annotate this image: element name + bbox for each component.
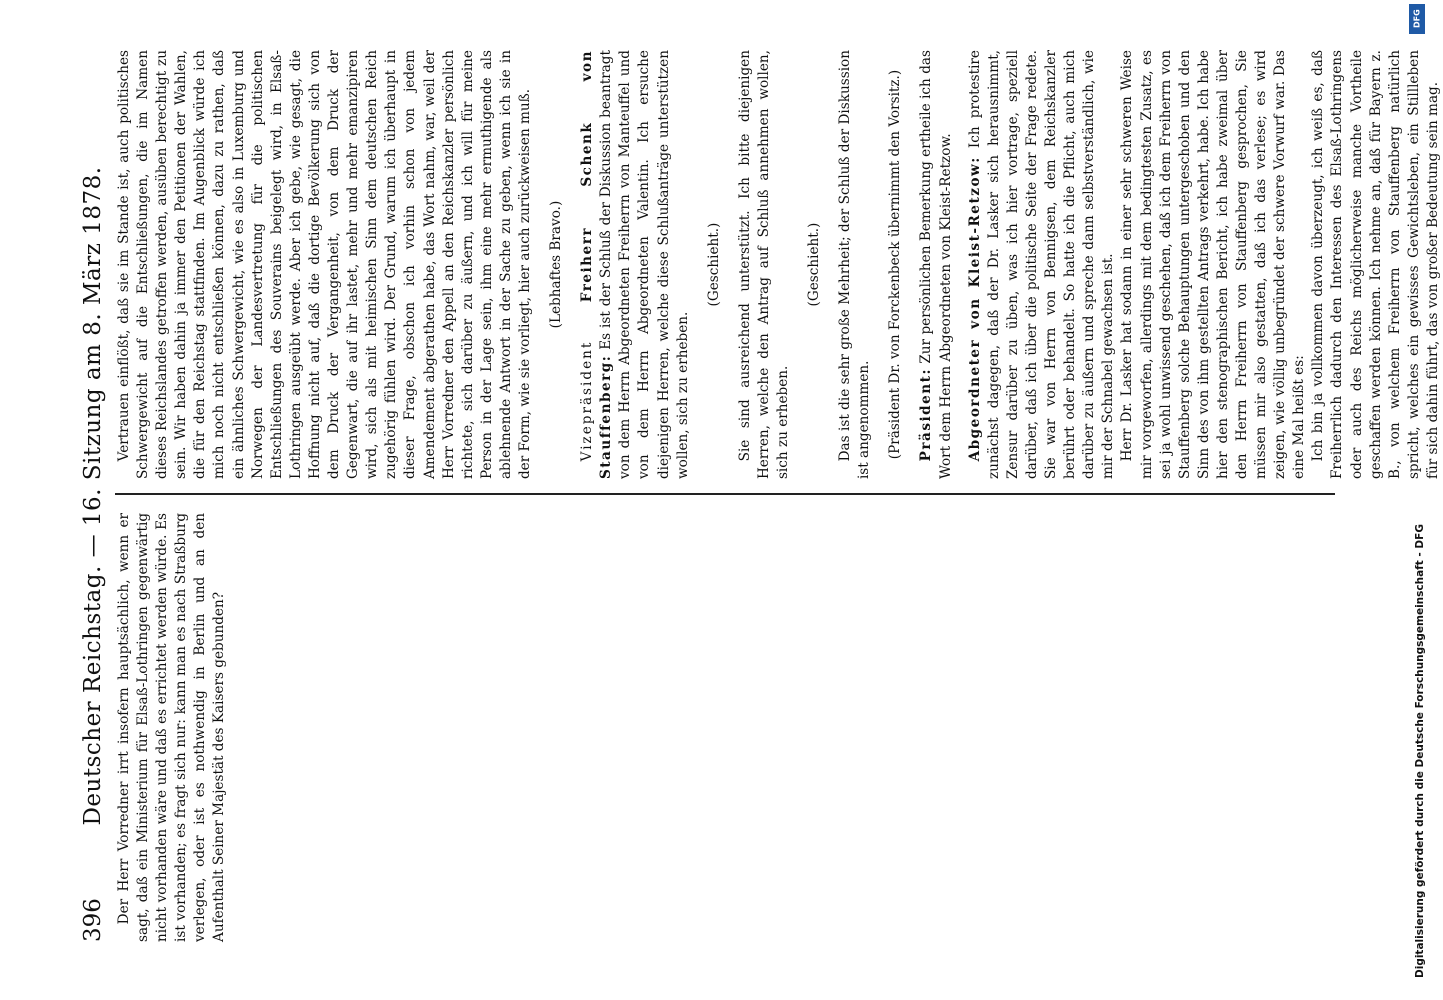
quotation: Ich bin ja vollkommen davon überzeugt, ich weiß es, daß Freiherrlich dadurch den Interessen des Elsaß-Lothringens oder auch des Reichs möglicherweise manche Vortheile geschaffen werden können. Ich nehme an, daß für Bayern z. B., von welchem Freiherrn von Stauffenberg natürlich spricht, welches ein gewisses Gewichtsleben, ein Stillleben für sich dahin führt, das von großer Bedeutung sein mag. [1310,50,1441,480]
page-number: 396 [80,898,106,942]
digitization-footer [1406,0,1426,1000]
stage-direction: (Geschieht.) [806,222,823,307]
stage-direction: (Geschieht.) [705,222,722,307]
paragraph: Das ist die sehr große Mehrheit; der Schluß der Diskussion ist angenommen. [837,50,873,480]
paragraph [966,50,1119,479]
running-title: Deutscher Reichstag. — 16. Sitzung am 8. März 1878. [80,166,106,826]
chair-change-note: (Präsident Dr. von Forckenbeck übernimmt den Vorsitz.) [887,69,904,460]
applause-note: (Lebhaftes Bravo.) [548,200,565,329]
page-header [79,50,115,942]
speaker-label: Vizepräsident [579,340,596,462]
paragraph-text: Es ist der Schluß der Diskussion beantragt von dem Herrn Abgeordneten Freiherrn von Manteuffel und von dem Herrn Abgeordneten Valentin. Ich ersuche diejenigen Herren, welche diese Schlußanträge unterstützen wollen, sich zu erheben. [598,50,691,480]
right-column [115,50,1441,485]
speaker-name: Freiherr Schenk von Stauffenberg: [579,50,615,480]
left-column [115,503,1335,942]
paragraph [578,50,693,479]
paragraph: Herr Dr. Lasker hat sodann in einer sehr schweren Weise mir vorgeworfen, allerdings mit dem bedingtesten Zusatz, es sei ja wohl unwissend geschehen, daß ich dem Freiherrn von Stauffenberg solche Behauptungen untergeschoben und den Sinn des von ihm gestellten Antrags verkehrt, habe. Ich habe hier den stenographischen Bericht, ich habe zweimal über den Herrn Freiherrn von Stauffenberg gesprochen, Sie müssen mir also gestatten, daß ich das verlese; es wird zeigen, wie völlig unbegründet der schwere Vorwurf war. Das eine Mal heißt es: [1119,50,1308,480]
paragraph: Der Herr Vorredner irrt insofern hauptsächlich, wenn er sagt, daß ein Ministerium für Elsaß-Lothringen gegenwärtig nicht vorhanden wäre und daß es errichtet werden würde. Es ist vorhanden; es fragt sich nur: kann man es nach Straßburg verlegen, oder ist es nothwendig in Berlin und an den Aufenthalt Seiner Majestät des Kaisers gebunden? [116,512,228,942]
paragraph-text: Zur persönlichen Bemerkung ertheile ich das Wort dem Herrn Abgeordneten von Kleist-Retzow. [918,50,954,480]
speaker-label: Abgeordneter von Kleist-Retzow: [966,156,983,462]
digitization-note: Digitalisierung gefördert durch die Deutsche Forschungsgemeinschaft - DFG [1414,524,1426,978]
dfg-logo: DFG [1409,4,1425,34]
paragraph-text: Ich protestire zunächst dagegen, daß der Dr. Lasker sich herausnimmt, Zensur darüber zu üben, was ich hier vortrage, speziell darüber, daß ich über die politische Seite der Frage redete. Sie war von Herrn von Bennigsen, dem Reichskanzler berührt oder behandelt. So hatte ich die Pflicht, auch mich darüber zu äußern und spreche dann selbstverständlich, wie mir der Schnabel gewachsen ist. [966,50,1117,480]
speaker-label: Präsident: [918,368,935,462]
paragraph [917,50,955,479]
column-divider [115,493,1335,495]
paragraph: Sie sind ausreichend unterstützt. Ich bitte diejenigen Herren, welche den Antrag auf Schluß annehmen wollen, sich zu erheben. [736,50,791,480]
paragraph: Vertrauen einflößt, daß sie im Stande ist, auch politisches Schwergewicht auf die Entschließungen, die im Namen dieses Reichslandes getroffen werden, ausüben berechtigt zu sein. Wir haben dahin ja immer den Petitionen der Wahlen, die für den Reichstag stattfinden. Im Augenblick würde ich mich noch nicht entschließen können, dazu zu rathen, daß ein ähnliches Schwergewicht, wie es also in Luxemburg und Norwegen der Landesvertretung für die politischen Entschließungen des Souverains beigelegt wird, in Elsaß-Lothringen ausgeübt werde. Aber ich gebe, wie gesagt, die Hoffnung nicht auf, daß die dortige Bevölkerung sich von dem Druck der Vergangenheit, von dem Druck der Gegenwart, die auf ihr lastet, mehr und mehr emanzipiren wird, sich als mit heimischen Sinn dem deutschen Reich zugehörig fühlen wird. Der Grund, warum ich überhaupt in dieser Frage, obschon ich vorhin schon von jedem Amendement abgerathen habe, das Wort nahm, war, weil der Herr Vorredner den Appell an den Reichskanzler persönlich richtete, sich darüber zu äußern, und ich will für meine Person in der Lage sein, ihm eine mehr ermuthigende als ablehnende Antwort in der Sache zu geben, wenn ich sie in der Form, wie sie vorliegt, hier auch zurückweisen muß. [116,50,533,480]
